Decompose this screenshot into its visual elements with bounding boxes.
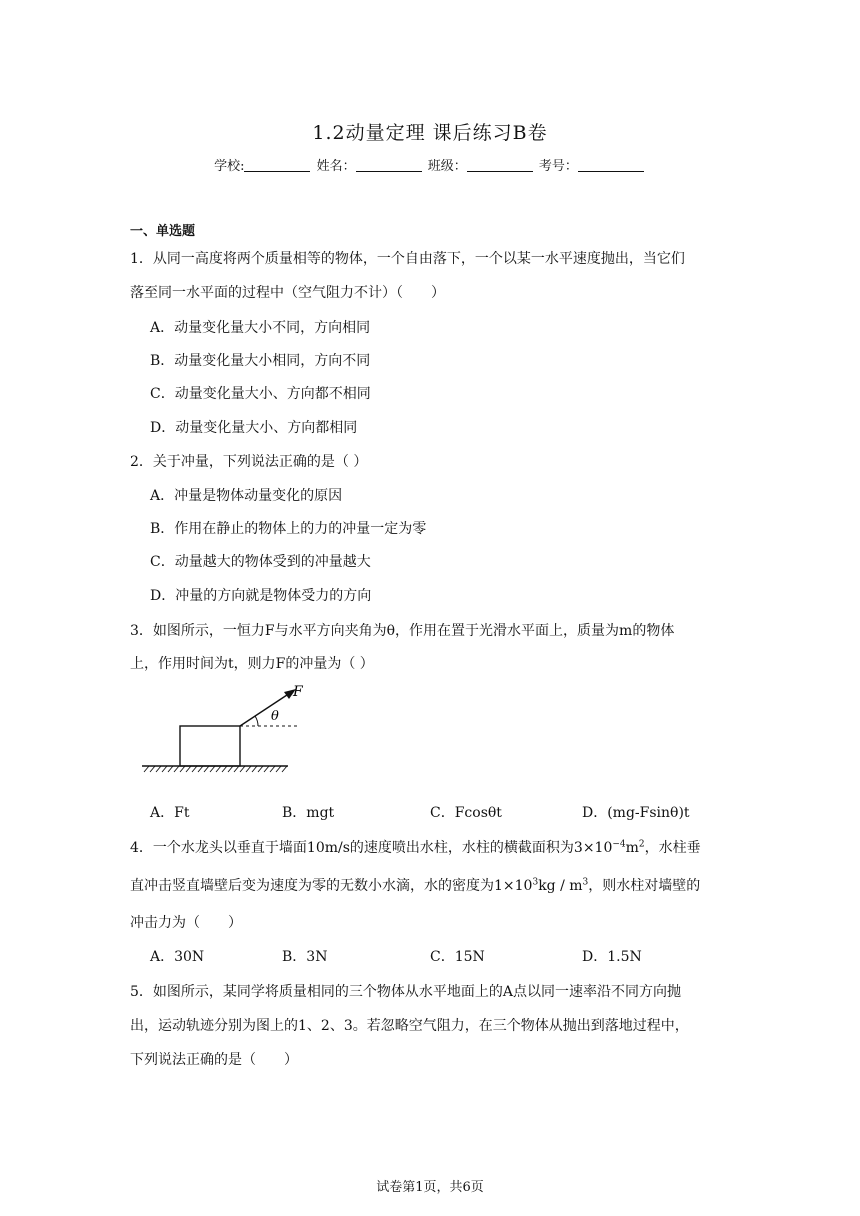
- number-label: 考号：: [538, 159, 578, 174]
- q4-option-a: A．30N: [150, 949, 205, 965]
- block: [180, 726, 240, 766]
- q3-option-d: D．(mg-Fsinθ)t: [582, 805, 690, 821]
- area-value: $3\times 10^{-4}m^2$: [573, 839, 645, 856]
- school-label: 学校:: [214, 159, 245, 174]
- q5-line1: 5．如图所示，某同学将质量相同的三个物体从水平地面上的A点以同一速率沿不同方向抛: [130, 984, 682, 1000]
- page-footer: 试卷第1页，共6页: [376, 1180, 484, 1195]
- q2-option-c: C．动量越大的物体受到的冲量越大: [150, 554, 371, 570]
- q5-line3: 下列说法正确的是（ ）: [130, 1052, 298, 1068]
- q4-line2: [130, 875, 700, 895]
- q3-line1: 3．如图所示，一恒力F与水平方向夹角为θ，作用在置于光滑水平面上，质量为m的物体: [130, 623, 675, 639]
- q2-line1: 2．关于冲量，下列说法正确的是（ ）: [130, 454, 368, 470]
- q1-option-c: C．动量变化量大小、方向都不相同: [150, 386, 371, 402]
- q4-option-b: B．3N: [282, 949, 328, 965]
- q4-text-2b: ，则水柱对墙壁的: [588, 878, 701, 894]
- school-blank: [244, 159, 310, 172]
- q4-option-c: C．15N: [430, 949, 485, 965]
- q4-text-1a: 4．一个水龙头以垂直于墙面10m/s的速度喷出水柱，水柱的横截面积为: [130, 840, 574, 856]
- q2-option-a: A．冲量是物体动量变化的原因: [150, 488, 343, 504]
- page-title: 1.2动量定理 课后练习B卷: [312, 122, 548, 144]
- force-diagram: [136, 680, 303, 776]
- q3-option-a: A．Ft: [150, 805, 190, 821]
- q4-line3: 冲击力为（ ）: [130, 915, 242, 931]
- q4-text-1b: ，水柱垂: [644, 840, 701, 856]
- class-label: 班级：: [427, 159, 467, 174]
- density-value: $1\times 10^3kg / m^3$: [494, 877, 589, 894]
- q2-option-b: B．作用在静止的物体上的力的冲量一定为零: [150, 521, 427, 537]
- student-info-line: [0, 155, 860, 174]
- q1-option-d: D．动量变化量大小、方向都相同: [150, 420, 358, 436]
- q4-option-d: D．1.5N: [582, 949, 642, 965]
- q1-option-b: B．动量变化量大小相同，方向不同: [150, 353, 371, 369]
- angle-arc: [255, 716, 258, 726]
- q4-line1: [130, 837, 701, 857]
- q1-line1: 1．从同一高度将两个质量相等的物体，一个自由落下，一个以某一水平速度抛出，当它们: [130, 251, 685, 267]
- name-label: 姓名：: [316, 159, 356, 174]
- number-blank: [578, 159, 644, 172]
- class-blank: [467, 159, 533, 172]
- ground-hatching: [144, 766, 287, 772]
- angle-label: θ: [271, 709, 279, 724]
- section-heading: 一、单选题: [130, 224, 196, 239]
- force-arrow: [240, 693, 290, 726]
- name-blank: [356, 159, 422, 172]
- q4-text-2a: 直冲击竖直墙壁后变为速度为零的无数小水滴，水的密度为: [130, 878, 494, 894]
- q5-line2: 出，运动轨迹分别为图上的1、2、3。若忽略空气阻力，在三个物体从抛出到落地过程中，: [130, 1018, 689, 1034]
- force-label: F: [293, 684, 303, 700]
- q1-line2: 落至同一水平面的过程中（空气阻力不计）（ ）: [130, 285, 445, 301]
- q3-option-c: C．Fcosθt: [430, 805, 502, 821]
- q3-option-b: B．mgt: [282, 805, 335, 821]
- q3-line2: 上，作用时间为t，则力F的冲量为（ ）: [130, 656, 374, 672]
- q2-option-d: D．冲量的方向就是物体受力的方向: [150, 588, 372, 604]
- q1-option-a: A．动量变化量大小不同，方向相同: [150, 320, 371, 336]
